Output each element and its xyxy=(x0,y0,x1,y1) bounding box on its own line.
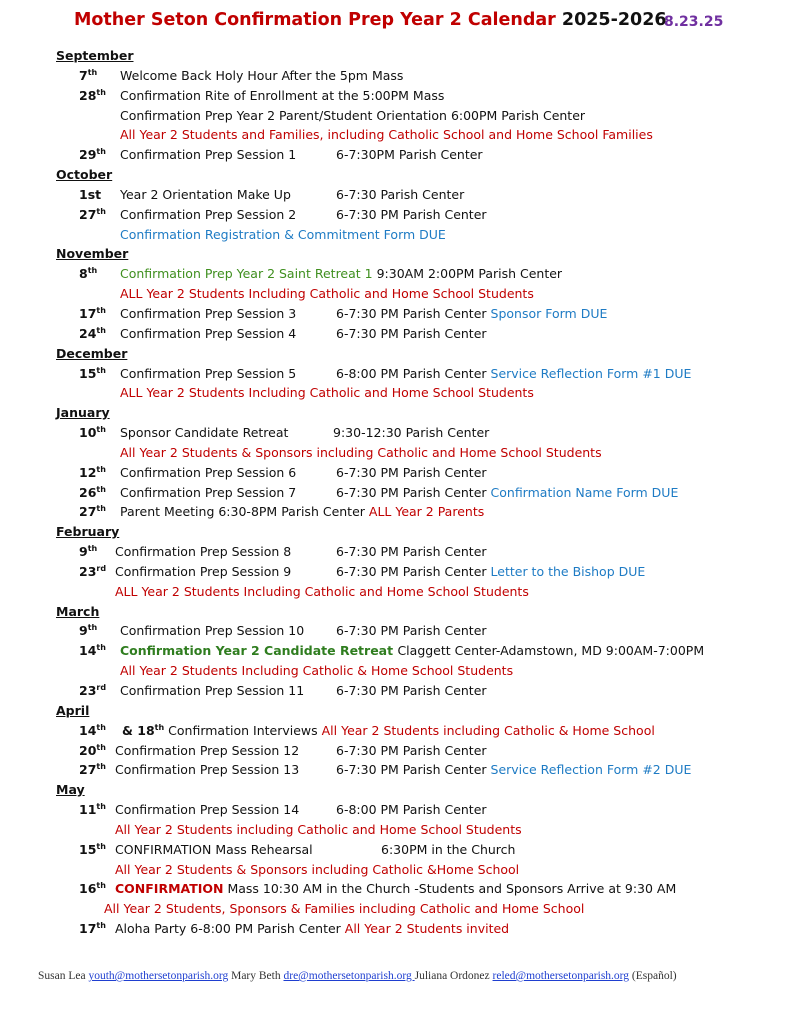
entry-time-location xyxy=(381,840,515,860)
entry-text xyxy=(120,621,304,641)
due-note: Letter to the Bishop DUE xyxy=(490,563,646,579)
entry-text xyxy=(104,899,584,919)
entry-segment: Parent Meeting 6:30-8PM Parish Center xyxy=(120,504,369,520)
calendar-entry xyxy=(0,304,791,324)
entry-text xyxy=(115,741,299,761)
calendar-entry xyxy=(0,840,791,860)
calendar-entry xyxy=(0,879,791,899)
entry-segment: Confirmation Prep Session 13 xyxy=(115,762,300,778)
entry-segment: Year 2 Orientation Make Up xyxy=(120,186,291,202)
calendar-entry xyxy=(0,899,791,919)
audience-note: All Year 2 Students, Sponsors & Families including Catholic and Home School xyxy=(104,901,585,917)
entry-segment: 6:30PM in the Church xyxy=(381,841,516,857)
calendar-entry xyxy=(0,919,791,939)
month-heading-row xyxy=(0,780,791,800)
entry-date: 11th xyxy=(79,801,106,818)
month-heading-row xyxy=(0,403,791,423)
entry-segment: Confirmation Prep Year 2 Parent/Student Orientation 6:00PM Parish Center xyxy=(120,107,586,123)
entry-segment: Confirmation Prep Session 2 xyxy=(120,206,297,222)
entry-text xyxy=(120,681,304,701)
calendar-entry xyxy=(0,383,791,403)
entry-time-location xyxy=(336,145,483,165)
page-title xyxy=(74,10,667,30)
calendar-entry xyxy=(0,264,791,284)
calendar-entry xyxy=(0,443,791,463)
entry-text xyxy=(120,304,296,324)
email-link[interactable]: youth@mothersetonparish.org xyxy=(88,970,229,982)
month-heading-row xyxy=(0,46,791,66)
entry-segment: Mass 10:30 AM in the Church -Students and Sponsors Arrive at 9:30 AM xyxy=(223,881,677,897)
entry-date: 10th xyxy=(79,424,106,441)
email-link[interactable]: dre@mothersetonparish.org xyxy=(283,970,415,982)
calendar-entry xyxy=(0,463,791,483)
entry-segment: CONFIRMATION Mass Rehearsal xyxy=(115,841,313,857)
audience-note: ALL Year 2 Students Including Catholic and Home School Students xyxy=(115,583,529,599)
month-heading-row xyxy=(0,602,791,622)
entry-text xyxy=(120,125,653,145)
contact-name: Juliana Ordonez xyxy=(414,970,493,982)
entry-segment: Confirmation Prep Session 8 xyxy=(115,544,292,560)
calendar-entry xyxy=(0,225,791,245)
month-heading-row xyxy=(0,344,791,364)
entry-time-location xyxy=(336,800,487,820)
entry-time-location xyxy=(336,364,691,384)
entry-text xyxy=(120,66,403,86)
entry-segment: Confirmation Prep Session 4 xyxy=(120,325,297,341)
calendar-entry xyxy=(0,621,791,641)
audience-note: All Year 2 Students Including Catholic & Home School Students xyxy=(120,663,514,679)
month-heading: May xyxy=(56,782,85,798)
entry-text xyxy=(115,860,519,880)
entry-segment: 6-7:30 PM Parish Center xyxy=(336,742,487,758)
entry-date: 7th xyxy=(79,67,98,83)
entry-text xyxy=(120,483,296,503)
audience-note: ALL Year 2 Students Including Catholic and Home School Students xyxy=(120,286,534,302)
entry-segment: 6-7:30 PM Parish Center xyxy=(336,563,491,579)
month-heading: September xyxy=(56,48,134,63)
calendar-entry xyxy=(0,205,791,225)
entry-time-location xyxy=(336,185,464,205)
entry-segment: 6-7:30 Parish Center xyxy=(336,186,465,202)
audience-note: All Year 2 Students & Sponsors including Catholic and Home School Students xyxy=(120,444,602,460)
entry-date: 27th xyxy=(79,206,106,222)
entry-text xyxy=(120,324,296,344)
entry-date: 9th xyxy=(79,543,98,560)
entry-text xyxy=(115,562,291,582)
entry-segment: Confirmation Prep Session 7 xyxy=(120,484,297,500)
entry-date: 8th xyxy=(79,266,98,282)
due-note: Service Reflection Form #2 DUE xyxy=(490,762,692,778)
entry-text xyxy=(120,463,296,483)
email-link[interactable]: reled@mothersetonparish.org xyxy=(492,970,630,982)
entry-date: 14th xyxy=(79,643,106,659)
entry-text xyxy=(120,225,446,245)
entry-segment: Confirmation Prep Session 1 xyxy=(120,147,297,163)
month-heading: December xyxy=(56,345,128,361)
entry-segment: Confirmation Prep Year 2 Saint Retreat 1 xyxy=(120,266,377,282)
contact-name: Mary Beth xyxy=(228,970,284,982)
entry-text xyxy=(120,502,484,522)
contact-footer xyxy=(38,970,677,982)
calendar-entry xyxy=(0,86,791,106)
entry-text: & 18th Confirmation Interviews All Year 2 Students including Catholic & Home School xyxy=(122,722,655,738)
entry-segment: Confirmation Interviews xyxy=(164,722,322,738)
calendar-entry xyxy=(0,66,791,86)
entry-segment: Confirmation Prep Session 12 xyxy=(115,742,300,758)
calendar-entry xyxy=(0,125,791,145)
title-main: Mother Seton Confirmation Prep Year 2 Calendar xyxy=(74,10,556,30)
month-heading: February xyxy=(56,524,120,540)
entry-text xyxy=(115,840,313,860)
entry-segment: Confirmation Rite of Enrollment at the 5:00PM Mass xyxy=(120,87,445,103)
entry-date: 9th xyxy=(79,623,98,639)
revision-date: 8.23.25 xyxy=(664,14,724,30)
audience-note: All Year 2 Students and Families, including Catholic School and Home School Families xyxy=(120,127,653,143)
calendar-entry xyxy=(0,423,791,443)
entry-text xyxy=(120,364,296,384)
calendar-entry xyxy=(0,145,791,165)
entry-text xyxy=(120,205,296,225)
calendar-entry xyxy=(0,324,791,344)
entry-text xyxy=(115,542,291,562)
entry-date: 27th xyxy=(79,762,106,778)
contact-name: Susan Lea xyxy=(38,970,89,982)
month-heading: November xyxy=(56,246,129,262)
entry-time-location xyxy=(336,304,607,324)
entry-text xyxy=(115,919,509,939)
entry-segment: Confirmation Prep Session 10 xyxy=(120,623,305,639)
entry-date: 17th xyxy=(79,305,106,321)
entry-date: 29th xyxy=(79,147,106,163)
entry-text xyxy=(120,641,704,661)
calendar-entry xyxy=(0,760,791,780)
audience-note: All Year 2 Students including Catholic & Home School xyxy=(321,722,655,738)
calendar-entry xyxy=(0,106,791,126)
contact-name: (Español) xyxy=(629,970,677,982)
entry-segment: 9:30-12:30 Parish Center xyxy=(333,425,490,441)
entry-time-location xyxy=(336,760,691,780)
entry-date: 17th xyxy=(79,920,106,937)
entry-date: 26th xyxy=(79,484,106,500)
entry-segment: & 18 xyxy=(122,722,155,738)
month-heading: October xyxy=(56,167,113,183)
audience-note: ALL Year 2 Parents xyxy=(368,504,485,520)
entry-segment: 6-8:00 PM Parish Center xyxy=(336,802,487,818)
entry-text xyxy=(115,760,299,780)
entry-segment: 6-7:30 PM Parish Center xyxy=(336,623,487,639)
entry-text xyxy=(120,106,585,126)
due-note: Service Reflection Form #1 DUE xyxy=(490,365,692,381)
entry-segment: Aloha Party 6-8:00 PM Parish Center xyxy=(115,921,345,937)
due-note: Confirmation Name Form DUE xyxy=(490,484,679,500)
entry-segment: 6-7:30 PM Parish Center xyxy=(336,305,491,321)
calendar-entry xyxy=(0,641,791,661)
entry-time-location xyxy=(336,324,487,344)
calendar-entry xyxy=(0,502,791,522)
entry-segment: CONFIRMATION xyxy=(115,881,224,897)
calendar-entry xyxy=(0,820,791,840)
calendar-entry xyxy=(0,681,791,701)
entry-time-location xyxy=(336,621,487,641)
entry-time-location xyxy=(336,463,487,483)
entry-text xyxy=(115,879,676,899)
entry-text xyxy=(120,264,562,284)
entry-segment: Sponsor Candidate Retreat xyxy=(120,425,289,441)
month-heading: January xyxy=(56,405,110,421)
entry-date: 20th xyxy=(79,742,106,758)
entry-segment: Confirmation Prep Session 3 xyxy=(120,305,297,321)
month-heading-row xyxy=(0,165,791,185)
entry-time-location xyxy=(336,205,487,225)
entry-segment: 6-7:30PM Parish Center xyxy=(336,147,483,163)
calendar-entry xyxy=(0,582,791,602)
calendar-list xyxy=(0,46,791,939)
entry-segment: Confirmation Prep Session 9 xyxy=(115,563,292,579)
entry-date: 23rd xyxy=(79,563,107,579)
entry-time-location xyxy=(336,741,487,761)
calendar-entry xyxy=(0,364,791,384)
month-heading: April xyxy=(56,702,90,718)
entry-segment: 6-7:30 PM Parish Center xyxy=(336,464,487,480)
entry-text xyxy=(120,284,534,304)
entry-segment: 9:30AM 2:00PM Parish Center xyxy=(376,266,563,282)
entry-text xyxy=(120,185,291,205)
entry-time-location xyxy=(336,681,487,701)
calendar-entry xyxy=(0,860,791,880)
calendar-entry xyxy=(0,284,791,304)
entry-date: 16th xyxy=(79,881,106,897)
entry-time-location xyxy=(336,562,645,582)
entry-text xyxy=(120,443,602,463)
audience-note: ALL Year 2 Students Including Catholic and Home School Students xyxy=(120,385,534,401)
entry-segment: Welcome Back Holy Hour After the 5pm Mass xyxy=(120,67,404,83)
due-note: Confirmation Registration & Commitment Form DUE xyxy=(120,226,446,242)
entry-time-location xyxy=(336,483,678,503)
calendar-entry xyxy=(0,483,791,503)
calendar-entry xyxy=(0,741,791,761)
calendar-entry xyxy=(0,661,791,681)
calendar-entry xyxy=(0,721,791,741)
entry-text xyxy=(120,86,444,106)
entry-date: 28th xyxy=(79,87,106,103)
entry-segment: 6-7:30 PM Parish Center xyxy=(336,683,487,698)
month-heading-row xyxy=(0,244,791,264)
due-note: Sponsor Form DUE xyxy=(490,305,608,321)
entry-segment: Claggett Center-Adamstown, MD 9:00AM-7:00PM xyxy=(397,643,705,659)
entry-segment: 6-8:00 PM Parish Center xyxy=(336,365,491,381)
entry-time-location xyxy=(336,542,487,562)
entry-segment: 6-7:30 PM Parish Center xyxy=(336,544,487,560)
calendar-entry xyxy=(0,185,791,205)
entry-segment: 6-7:30 PM Parish Center xyxy=(336,206,487,222)
entry-segment: Confirmation Prep Session 6 xyxy=(120,464,297,480)
entry-segment: Confirmation Prep Session 5 xyxy=(120,365,297,381)
entry-date: 24th xyxy=(79,325,106,341)
entry-text xyxy=(115,820,522,840)
entry-text xyxy=(115,582,529,602)
entry-segment: 6-7:30 PM Parish Center xyxy=(336,484,491,500)
entry-time-location xyxy=(333,423,489,443)
month-heading-row xyxy=(0,701,791,721)
month-heading-row xyxy=(0,522,791,542)
entry-segment: Confirmation Prep Session 11 xyxy=(120,683,305,698)
entry-segment: 6-7:30 PM Parish Center xyxy=(336,325,487,341)
entry-text xyxy=(120,145,296,165)
entry-date: 15th xyxy=(79,841,106,857)
entry-date: 23rd xyxy=(79,682,107,698)
calendar-entry xyxy=(0,800,791,820)
entry-date: 1st xyxy=(79,186,102,202)
calendar-entry xyxy=(0,562,791,582)
entry-text xyxy=(115,800,299,820)
audience-note: All Year 2 Students invited xyxy=(344,921,510,937)
title-year: 2025-2026 xyxy=(561,10,667,30)
audience-note: All Year 2 Students including Catholic and Home School Students xyxy=(115,821,522,837)
audience-note: All Year 2 Students & Sponsors including Catholic &Home School xyxy=(115,861,520,877)
calendar-entry xyxy=(0,542,791,562)
month-heading: March xyxy=(56,603,100,619)
entry-date: 27th xyxy=(79,504,106,520)
entry-text xyxy=(120,423,288,443)
entry-segment: 6-7:30 PM Parish Center xyxy=(336,762,491,778)
entry-text xyxy=(120,661,513,681)
entry-date: 14th xyxy=(79,722,106,738)
entry-segment: Confirmation Prep Session 14 xyxy=(115,802,300,818)
entry-segment: Confirmation Year 2 Candidate Retreat xyxy=(120,643,398,659)
entry-date: 12th xyxy=(79,464,106,480)
entry-date: 15th xyxy=(79,365,106,381)
entry-text xyxy=(120,383,534,403)
